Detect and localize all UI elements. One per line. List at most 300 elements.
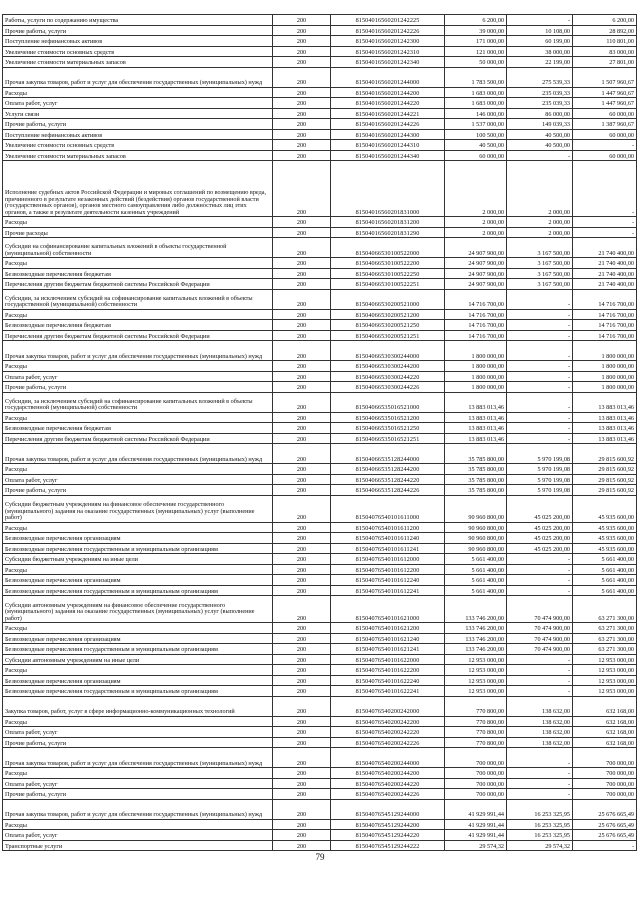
row-name-cell: Расходы bbox=[3, 464, 273, 475]
row-executed-amount-cell: 45 025 200,00 bbox=[507, 533, 573, 544]
row-approved-amount-cell: 12 953 000,00 bbox=[445, 675, 507, 686]
table-row bbox=[3, 98, 637, 109]
row-remaining-amount-cell: 13 883 013,46 bbox=[573, 392, 637, 412]
row-name-cell: Прочие работы, услуги bbox=[3, 382, 273, 393]
row-approved-amount-cell: 41 929 991,44 bbox=[445, 830, 507, 841]
row-remaining-amount-cell: 63 271 300,00 bbox=[573, 623, 637, 634]
row-approved-amount-cell: 29 574,32 bbox=[445, 840, 507, 851]
table-row bbox=[3, 227, 637, 238]
row-executed-amount-cell: - bbox=[507, 150, 573, 161]
row-code-cell: 200 bbox=[273, 495, 331, 522]
table-row bbox=[3, 57, 637, 68]
row-remaining-amount-cell: 60 000,00 bbox=[573, 108, 637, 119]
row-executed-amount-cell: 138 632,00 bbox=[507, 737, 573, 748]
row-code-cell: 200 bbox=[273, 778, 331, 789]
row-kbk-cell: 81504076540101622240 bbox=[331, 675, 445, 686]
row-remaining-amount-cell: 1 507 960,67 bbox=[573, 67, 637, 87]
row-code-cell: 200 bbox=[273, 129, 331, 140]
row-approved-amount-cell: 133 746 200,00 bbox=[445, 644, 507, 655]
row-kbk-cell: 81504066535128244220 bbox=[331, 474, 445, 485]
row-approved-amount-cell: 1 683 000,00 bbox=[445, 87, 507, 98]
row-executed-amount-cell: - bbox=[507, 320, 573, 331]
row-code-cell: 200 bbox=[273, 140, 331, 151]
row-remaining-amount-cell: 12 953 000,00 bbox=[573, 686, 637, 697]
row-code-cell: 200 bbox=[273, 686, 331, 697]
row-kbk-cell: 81504076545129244222 bbox=[331, 840, 445, 851]
row-remaining-amount-cell: 45 935 600,00 bbox=[573, 543, 637, 554]
row-approved-amount-cell: 2 000,00 bbox=[445, 227, 507, 238]
table-row bbox=[3, 161, 637, 217]
row-approved-amount-cell: 50 000,00 bbox=[445, 57, 507, 68]
row-remaining-amount-cell: 21 740 400,00 bbox=[573, 279, 637, 290]
row-approved-amount-cell: 1 800 000,00 bbox=[445, 371, 507, 382]
row-name-cell: Оплата работ, услуг bbox=[3, 98, 273, 109]
row-approved-amount-cell: 700 000,00 bbox=[445, 768, 507, 779]
row-remaining-amount-cell: 45 935 600,00 bbox=[573, 495, 637, 522]
row-code-cell: 200 bbox=[273, 554, 331, 565]
row-executed-amount-cell: 86 000,00 bbox=[507, 108, 573, 119]
row-kbk-cell: 81504066535016521251 bbox=[331, 433, 445, 444]
row-name-cell: Безвозмездные перечисления государственным и муниципальным организациям bbox=[3, 543, 273, 554]
row-code-cell: 200 bbox=[273, 392, 331, 412]
row-remaining-amount-cell: 5 661 400,00 bbox=[573, 575, 637, 586]
row-code-cell: 200 bbox=[273, 258, 331, 269]
row-approved-amount-cell: 14 716 700,00 bbox=[445, 330, 507, 341]
row-code-cell: 200 bbox=[273, 119, 331, 130]
row-kbk-cell: 81504066530300244000 bbox=[331, 341, 445, 361]
row-name-cell: Оплата работ, услуг bbox=[3, 830, 273, 841]
row-remaining-amount-cell: 25 676 665,49 bbox=[573, 819, 637, 830]
table-row bbox=[3, 495, 637, 522]
row-approved-amount-cell: 24 907 900,00 bbox=[445, 268, 507, 279]
row-code-cell: 200 bbox=[273, 161, 331, 217]
row-remaining-amount-cell: 700 000,00 bbox=[573, 789, 637, 800]
row-name-cell: Увеличение стоимости материальных запасов bbox=[3, 57, 273, 68]
row-remaining-amount-cell: 29 815 600,92 bbox=[573, 444, 637, 464]
row-remaining-amount-cell: - bbox=[573, 840, 637, 851]
row-approved-amount-cell: 60 000,00 bbox=[445, 150, 507, 161]
row-name-cell: Прочие работы, услуги bbox=[3, 25, 273, 36]
row-executed-amount-cell: - bbox=[507, 654, 573, 665]
row-code-cell: 200 bbox=[273, 238, 331, 258]
row-code-cell: 200 bbox=[273, 341, 331, 361]
row-executed-amount-cell: 3 167 500,00 bbox=[507, 238, 573, 258]
row-executed-amount-cell: 3 167 500,00 bbox=[507, 279, 573, 290]
row-code-cell: 200 bbox=[273, 15, 331, 26]
row-executed-amount-cell: 70 474 900,00 bbox=[507, 644, 573, 655]
row-kbk-cell: 81504016560201242310 bbox=[331, 46, 445, 57]
row-code-cell: 200 bbox=[273, 36, 331, 47]
row-name-cell: Безвозмездные перечисления государственным и муниципальным организациям bbox=[3, 686, 273, 697]
row-approved-amount-cell: 1 800 000,00 bbox=[445, 341, 507, 361]
row-remaining-amount-cell: 27 801,00 bbox=[573, 57, 637, 68]
row-kbk-cell: 81504076540101622241 bbox=[331, 686, 445, 697]
row-code-cell: 200 bbox=[273, 412, 331, 423]
table-row bbox=[3, 140, 637, 151]
row-executed-amount-cell: - bbox=[507, 412, 573, 423]
table-row bbox=[3, 289, 637, 309]
row-code-cell: 200 bbox=[273, 382, 331, 393]
row-kbk-cell: 81504066530200521200 bbox=[331, 309, 445, 320]
row-kbk-cell: 81504016560201831200 bbox=[331, 217, 445, 228]
row-kbk-cell: 81504066530200521251 bbox=[331, 330, 445, 341]
row-name-cell: Прочая закупка товаров, работ и услуг для обеспечения государственных (муниципальных) нужд bbox=[3, 799, 273, 819]
row-remaining-amount-cell: 632 168,00 bbox=[573, 737, 637, 748]
row-executed-amount-cell: - bbox=[507, 748, 573, 768]
row-approved-amount-cell: 14 716 700,00 bbox=[445, 289, 507, 309]
row-code-cell: 200 bbox=[273, 564, 331, 575]
row-kbk-cell: 81504076540101612240 bbox=[331, 575, 445, 586]
table-row bbox=[3, 268, 637, 279]
row-approved-amount-cell: 6 200,00 bbox=[445, 15, 507, 26]
row-approved-amount-cell: 12 953 000,00 bbox=[445, 665, 507, 676]
row-code-cell: 200 bbox=[273, 25, 331, 36]
row-remaining-amount-cell: 1 800 000,00 bbox=[573, 371, 637, 382]
row-name-cell: Субсидии, за исключением субсидий на софинансирование капитальных вложений в объекты государственной (муниципальной) собственности bbox=[3, 289, 273, 309]
table-row bbox=[3, 675, 637, 686]
row-code-cell: 200 bbox=[273, 768, 331, 779]
table-row bbox=[3, 789, 637, 800]
row-executed-amount-cell: 138 632,00 bbox=[507, 727, 573, 738]
row-kbk-cell: 81504066530200521000 bbox=[331, 289, 445, 309]
row-kbk-cell: 81504066530100522000 bbox=[331, 238, 445, 258]
row-executed-amount-cell: 5 970 199,08 bbox=[507, 485, 573, 496]
row-name-cell: Расходы bbox=[3, 522, 273, 533]
table-row bbox=[3, 596, 637, 623]
row-code-cell: 200 bbox=[273, 665, 331, 676]
row-executed-amount-cell: - bbox=[507, 361, 573, 372]
table-row bbox=[3, 217, 637, 228]
row-approved-amount-cell: 90 960 800,00 bbox=[445, 543, 507, 554]
row-kbk-cell: 81504016560201244226 bbox=[331, 119, 445, 130]
row-remaining-amount-cell: 45 935 600,00 bbox=[573, 533, 637, 544]
row-remaining-amount-cell: 29 815 600,92 bbox=[573, 464, 637, 475]
row-code-cell: 200 bbox=[273, 596, 331, 623]
row-kbk-cell: 81504066535016521250 bbox=[331, 423, 445, 434]
row-remaining-amount-cell: 83 000,00 bbox=[573, 46, 637, 57]
row-name-cell: Субсидии, за исключением субсидий на софинансирование капитальных вложений в объекты государственной (муниципальной) собственности bbox=[3, 392, 273, 412]
row-executed-amount-cell: 22 199,00 bbox=[507, 57, 573, 68]
row-executed-amount-cell: 3 167 500,00 bbox=[507, 258, 573, 269]
row-remaining-amount-cell: 25 676 665,49 bbox=[573, 799, 637, 819]
row-remaining-amount-cell: 1 800 000,00 bbox=[573, 341, 637, 361]
row-remaining-amount-cell: 29 815 600,92 bbox=[573, 485, 637, 496]
row-remaining-amount-cell: 1 800 000,00 bbox=[573, 361, 637, 372]
row-kbk-cell: 81504076540101622200 bbox=[331, 665, 445, 676]
row-code-cell: 200 bbox=[273, 46, 331, 57]
row-name-cell: Услуги связи bbox=[3, 108, 273, 119]
row-name-cell: Субсидии на софинансирование капитальных вложений в объекты государственной (муниципальной) собственности bbox=[3, 238, 273, 258]
row-approved-amount-cell: 90 960 800,00 bbox=[445, 495, 507, 522]
row-code-cell: 200 bbox=[273, 644, 331, 655]
row-kbk-cell: 81504066530100522200 bbox=[331, 258, 445, 269]
row-approved-amount-cell: 41 929 991,44 bbox=[445, 819, 507, 830]
row-approved-amount-cell: 35 785 800,00 bbox=[445, 444, 507, 464]
row-name-cell: Перечисления другим бюджетам бюджетной системы Российской Федерации bbox=[3, 330, 273, 341]
row-executed-amount-cell: - bbox=[507, 371, 573, 382]
row-name-cell: Перечисления другим бюджетам бюджетной системы Российской Федерации bbox=[3, 279, 273, 290]
row-approved-amount-cell: 35 785 800,00 bbox=[445, 485, 507, 496]
row-remaining-amount-cell: 13 883 013,46 bbox=[573, 412, 637, 423]
row-executed-amount-cell: 275 539,33 bbox=[507, 67, 573, 87]
row-approved-amount-cell: 1 783 500,00 bbox=[445, 67, 507, 87]
row-name-cell: Работы, услуги по содержанию имущества bbox=[3, 15, 273, 26]
row-code-cell: 200 bbox=[273, 279, 331, 290]
table-row bbox=[3, 665, 637, 676]
row-approved-amount-cell: 24 907 900,00 bbox=[445, 258, 507, 269]
row-remaining-amount-cell: 63 271 300,00 bbox=[573, 644, 637, 655]
row-executed-amount-cell: 149 039,33 bbox=[507, 119, 573, 130]
row-executed-amount-cell: 235 039,33 bbox=[507, 98, 573, 109]
row-approved-amount-cell: 90 960 800,00 bbox=[445, 533, 507, 544]
row-kbk-cell: 81504076540200244200 bbox=[331, 768, 445, 779]
row-kbk-cell: 81504076540101611241 bbox=[331, 543, 445, 554]
row-name-cell: Расходы bbox=[3, 819, 273, 830]
row-kbk-cell: 81504066530300244226 bbox=[331, 382, 445, 393]
row-name-cell: Прочие работы, услуги bbox=[3, 789, 273, 800]
row-executed-amount-cell: 40 500,00 bbox=[507, 140, 573, 151]
row-name-cell: Прочая закупка товаров, работ и услуг для обеспечения государственных (муниципальных) нужд bbox=[3, 748, 273, 768]
table-row bbox=[3, 840, 637, 851]
table-row bbox=[3, 696, 637, 716]
table-row bbox=[3, 778, 637, 789]
row-kbk-cell: 81504076540101621241 bbox=[331, 644, 445, 655]
row-remaining-amount-cell: - bbox=[573, 161, 637, 217]
row-remaining-amount-cell: 12 953 000,00 bbox=[573, 675, 637, 686]
row-name-cell: Закупка товаров, работ, услуг в сфере информационно-коммуникационных технологий bbox=[3, 696, 273, 716]
row-remaining-amount-cell: 63 271 300,00 bbox=[573, 596, 637, 623]
row-approved-amount-cell: 700 000,00 bbox=[445, 789, 507, 800]
row-remaining-amount-cell: - bbox=[573, 217, 637, 228]
row-code-cell: 200 bbox=[273, 485, 331, 496]
table-row bbox=[3, 258, 637, 269]
row-code-cell: 200 bbox=[273, 623, 331, 634]
row-approved-amount-cell: 171 000,00 bbox=[445, 36, 507, 47]
table-row bbox=[3, 585, 637, 596]
row-kbk-cell: 81504076540200244220 bbox=[331, 778, 445, 789]
row-code-cell: 200 bbox=[273, 67, 331, 87]
row-code-cell: 200 bbox=[273, 543, 331, 554]
row-code-cell: 200 bbox=[273, 289, 331, 309]
row-remaining-amount-cell: 700 000,00 bbox=[573, 778, 637, 789]
table-row bbox=[3, 36, 637, 47]
row-executed-amount-cell: 45 025 200,00 bbox=[507, 543, 573, 554]
row-name-cell: Субсидии бюджетным учреждениям на финансовое обеспечение государственного (муниципального) задания на оказание государственных (муниципальных) услуг (выполнение работ) bbox=[3, 495, 273, 522]
table-row bbox=[3, 309, 637, 320]
row-name-cell: Безвозмездные перечисления организациям bbox=[3, 675, 273, 686]
table-row bbox=[3, 361, 637, 372]
row-executed-amount-cell: - bbox=[507, 686, 573, 697]
row-name-cell: Безвозмездные перечисления государственным и муниципальным организациям bbox=[3, 644, 273, 655]
row-code-cell: 200 bbox=[273, 575, 331, 586]
row-executed-amount-cell: - bbox=[507, 382, 573, 393]
row-remaining-amount-cell: 13 883 013,46 bbox=[573, 423, 637, 434]
row-approved-amount-cell: 1 800 000,00 bbox=[445, 361, 507, 372]
table-row bbox=[3, 522, 637, 533]
row-approved-amount-cell: 13 883 013,46 bbox=[445, 392, 507, 412]
row-kbk-cell: 81504076540101612200 bbox=[331, 564, 445, 575]
row-approved-amount-cell: 121 000,00 bbox=[445, 46, 507, 57]
row-code-cell: 200 bbox=[273, 727, 331, 738]
row-approved-amount-cell: 770 800,00 bbox=[445, 696, 507, 716]
row-code-cell: 200 bbox=[273, 361, 331, 372]
row-executed-amount-cell: - bbox=[507, 768, 573, 779]
row-code-cell: 200 bbox=[273, 98, 331, 109]
table-row bbox=[3, 799, 637, 819]
row-code-cell: 200 bbox=[273, 371, 331, 382]
table-row bbox=[3, 320, 637, 331]
row-approved-amount-cell: 24 907 900,00 bbox=[445, 238, 507, 258]
row-approved-amount-cell: 2 000,00 bbox=[445, 217, 507, 228]
table-row bbox=[3, 474, 637, 485]
row-kbk-cell: 81504016560201831000 bbox=[331, 161, 445, 217]
row-code-cell: 200 bbox=[273, 433, 331, 444]
row-code-cell: 200 bbox=[273, 533, 331, 544]
row-remaining-amount-cell: 632 168,00 bbox=[573, 716, 637, 727]
row-executed-amount-cell: 3 167 500,00 bbox=[507, 268, 573, 279]
row-name-cell: Безвозмездные перечисления организациям bbox=[3, 633, 273, 644]
row-name-cell: Расходы bbox=[3, 309, 273, 320]
row-name-cell: Расходы bbox=[3, 87, 273, 98]
row-kbk-cell: 81504016560201242226 bbox=[331, 25, 445, 36]
row-name-cell: Безвозмездные перечисления государственным и муниципальным организациям bbox=[3, 585, 273, 596]
budget-execution-table bbox=[2, 14, 637, 851]
row-executed-amount-cell: 16 253 325,95 bbox=[507, 830, 573, 841]
row-name-cell: Безвозмездные перечисления бюджетам bbox=[3, 268, 273, 279]
row-name-cell: Поступление нефинансовых активов bbox=[3, 36, 273, 47]
row-executed-amount-cell: 16 253 325,95 bbox=[507, 799, 573, 819]
table-row bbox=[3, 727, 637, 738]
row-approved-amount-cell: 35 785 800,00 bbox=[445, 474, 507, 485]
table-row bbox=[3, 644, 637, 655]
row-kbk-cell: 81504076545129244200 bbox=[331, 819, 445, 830]
row-remaining-amount-cell: 632 168,00 bbox=[573, 727, 637, 738]
row-name-cell: Исполнение судебных актов Российской Федерации и мировых соглашений по возмещению вреда, причиненного в результате незаконных действий (бездействия) органов государственной власти (государственных органов), органов местного самоуправления либо должностных лиц этих органов, а также в результате деятельности казенных учреждений bbox=[3, 161, 273, 217]
row-kbk-cell: 81504016560201242300 bbox=[331, 36, 445, 47]
row-kbk-cell: 81504016560201244220 bbox=[331, 98, 445, 109]
table-row bbox=[3, 623, 637, 634]
row-remaining-amount-cell: 14 716 700,00 bbox=[573, 289, 637, 309]
table-row bbox=[3, 554, 637, 565]
row-approved-amount-cell: 12 953 000,00 bbox=[445, 686, 507, 697]
row-name-cell: Прочие работы, услуги bbox=[3, 737, 273, 748]
row-approved-amount-cell: 770 800,00 bbox=[445, 716, 507, 727]
row-remaining-amount-cell: 1 800 000,00 bbox=[573, 382, 637, 393]
row-executed-amount-cell: 45 025 200,00 bbox=[507, 522, 573, 533]
row-approved-amount-cell: 2 000,00 bbox=[445, 161, 507, 217]
row-name-cell: Расходы bbox=[3, 258, 273, 269]
row-name-cell: Субсидии автономным учреждениям на финансовое обеспечение государственного (муниципального) задания на оказание государственных (муниципальных) услуг (выполнение работ) bbox=[3, 596, 273, 623]
row-executed-amount-cell: 2 000,00 bbox=[507, 161, 573, 217]
table-row bbox=[3, 830, 637, 841]
row-code-cell: 200 bbox=[273, 474, 331, 485]
row-remaining-amount-cell: 13 883 013,46 bbox=[573, 433, 637, 444]
row-code-cell: 200 bbox=[273, 150, 331, 161]
row-code-cell: 200 bbox=[273, 819, 331, 830]
row-code-cell: 200 bbox=[273, 330, 331, 341]
row-approved-amount-cell: 14 716 700,00 bbox=[445, 320, 507, 331]
table-row bbox=[3, 382, 637, 393]
row-kbk-cell: 81504066535016521200 bbox=[331, 412, 445, 423]
page-number: 79 bbox=[315, 852, 325, 862]
row-kbk-cell: 81504076540101611200 bbox=[331, 522, 445, 533]
row-kbk-cell: 81504066535016521000 bbox=[331, 392, 445, 412]
row-name-cell: Увеличение стоимости основных средств bbox=[3, 46, 273, 57]
row-approved-amount-cell: 13 883 013,46 bbox=[445, 423, 507, 434]
row-executed-amount-cell: - bbox=[507, 341, 573, 361]
row-code-cell: 200 bbox=[273, 675, 331, 686]
table-row bbox=[3, 433, 637, 444]
row-remaining-amount-cell: - bbox=[573, 227, 637, 238]
row-executed-amount-cell: 60 199,00 bbox=[507, 36, 573, 47]
row-name-cell: Безвозмездные перечисления организациям bbox=[3, 575, 273, 586]
row-executed-amount-cell: - bbox=[507, 575, 573, 586]
row-executed-amount-cell: 2 000,00 bbox=[507, 217, 573, 228]
row-approved-amount-cell: 146 000,00 bbox=[445, 108, 507, 119]
row-approved-amount-cell: 700 000,00 bbox=[445, 778, 507, 789]
row-approved-amount-cell: 100 500,00 bbox=[445, 129, 507, 140]
table-row bbox=[3, 543, 637, 554]
row-code-cell: 200 bbox=[273, 633, 331, 644]
row-remaining-amount-cell: 21 740 400,00 bbox=[573, 268, 637, 279]
row-executed-amount-cell: 40 500,00 bbox=[507, 129, 573, 140]
row-code-cell: 200 bbox=[273, 748, 331, 768]
row-approved-amount-cell: 12 953 000,00 bbox=[445, 654, 507, 665]
row-approved-amount-cell: 5 661 400,00 bbox=[445, 564, 507, 575]
row-code-cell: 200 bbox=[273, 522, 331, 533]
row-approved-amount-cell: 700 000,00 bbox=[445, 748, 507, 768]
row-remaining-amount-cell: - bbox=[573, 140, 637, 151]
row-approved-amount-cell: 13 883 013,46 bbox=[445, 433, 507, 444]
row-approved-amount-cell: 14 716 700,00 bbox=[445, 309, 507, 320]
row-approved-amount-cell: 770 800,00 bbox=[445, 737, 507, 748]
row-code-cell: 200 bbox=[273, 737, 331, 748]
row-kbk-cell: 81504076540200242000 bbox=[331, 696, 445, 716]
row-executed-amount-cell: - bbox=[507, 330, 573, 341]
row-code-cell: 200 bbox=[273, 716, 331, 727]
table-row bbox=[3, 748, 637, 768]
row-code-cell: 200 bbox=[273, 309, 331, 320]
row-name-cell: Прочая закупка товаров, работ и услуг для обеспечения государственных (муниципальных) нужд bbox=[3, 444, 273, 464]
row-approved-amount-cell: 5 661 400,00 bbox=[445, 585, 507, 596]
table-row bbox=[3, 25, 637, 36]
row-name-cell: Прочие работы, услуги bbox=[3, 119, 273, 130]
row-name-cell: Расходы bbox=[3, 768, 273, 779]
table-row bbox=[3, 279, 637, 290]
row-kbk-cell: 81504076540101611000 bbox=[331, 495, 445, 522]
row-approved-amount-cell: 770 800,00 bbox=[445, 727, 507, 738]
row-code-cell: 200 bbox=[273, 320, 331, 331]
row-kbk-cell: 81504016560201831290 bbox=[331, 227, 445, 238]
row-approved-amount-cell: 133 746 200,00 bbox=[445, 596, 507, 623]
row-name-cell: Расходы bbox=[3, 665, 273, 676]
row-code-cell: 200 bbox=[273, 57, 331, 68]
table-row bbox=[3, 46, 637, 57]
row-remaining-amount-cell: 60 000,00 bbox=[573, 150, 637, 161]
row-name-cell: Субсидии автономным учреждениям на иные цели bbox=[3, 654, 273, 665]
row-executed-amount-cell: 235 039,33 bbox=[507, 87, 573, 98]
table-row bbox=[3, 533, 637, 544]
table-row bbox=[3, 686, 637, 697]
row-kbk-cell: 81504016560201244340 bbox=[331, 150, 445, 161]
row-kbk-cell: 81504076545129244220 bbox=[331, 830, 445, 841]
row-code-cell: 200 bbox=[273, 830, 331, 841]
row-code-cell: 200 bbox=[273, 789, 331, 800]
row-kbk-cell: 81504066535128244200 bbox=[331, 464, 445, 475]
row-kbk-cell: 81504016560201244221 bbox=[331, 108, 445, 119]
row-kbk-cell: 81504066535128244226 bbox=[331, 485, 445, 496]
row-executed-amount-cell: 70 474 900,00 bbox=[507, 633, 573, 644]
